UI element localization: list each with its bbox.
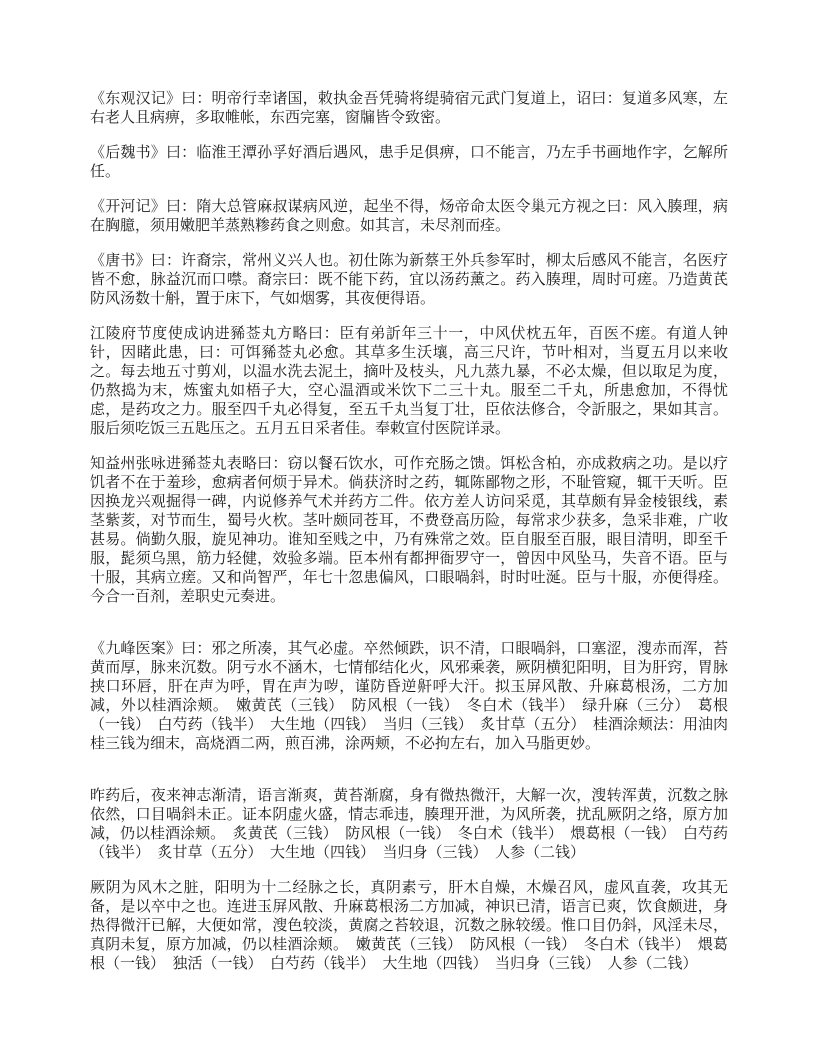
paragraph-tangshu: 《唐书》曰：许裔宗，常州义兴人也。初仕陈为新蔡王外兵参军时，柳太后感风不能言，名医疗皆不愈，脉益沉而口噤。裔宗曰：既不能下药，宜以汤药薰之。药入腠理，周时可瘥。乃造黄芪防风汤数十斛，置于床下，气如烟雾，其夜便得语。 (90, 253, 728, 307)
paragraph-dongguan-hanji: 《东观汉记》曰：明帝行幸诸国，敕执金吾凭骑将缇骑宿元武门复道上，诏曰：复道多风寒，左右老人且病痹，多取帷帐，东西完塞，窗牖皆令致密。 (90, 91, 728, 126)
paragraph-houweishu: 《后魏书》曰：临淮王潭孙孚好酒后遇风，患手足俱痹，口不能言，乃左手书画地作字，乞解所任。 (90, 145, 728, 180)
paragraph-jiufeng-medical-case-3: 厥阴为风木之脏，阳明为十二经脉之长，真阴素亏，肝木自燥，木燥召风，虚风直袭，攻其无备，是以卒中之也。连进玉屏风散、升麻葛根汤二方加减，神识已清，语言已爽，饮食颇进，身热得微汗已解，大便如常，溲色较淡，黄腐之苔较退，沉数之脉较缓。惟口目仍斜，风淫未尽，真阴未复，原方加减，仍以桂酒涂颊。 嫩黄芪（三钱） 防风根（一钱） 冬白术（钱半） 煨葛根（一钱） 独活（一钱） 白芍药（钱半） 大生地（四钱） 当归身（三钱） 人参（二钱） (90, 880, 728, 972)
paragraph-jiufeng-medical-case-1: 《九峰医案》曰：邪之所凑，其气必虚。卒然倾跌，识不清，口眼喎斜，口塞涩，溲赤而浑，苔黄而厚，脉来沉数。阴亏水不涵木，七情郁结化火，风邪乘袭，厥阴横犯阳明，目为肝窍，胃脉挟口环唇，肝在声为呼，胃在声为哕，谨防昏逆鼾呼大汗。拟玉屏风散、升麻葛根汤，二方加减，外以桂酒涂颊。 嫩黄芪（三钱） 防风根（一钱） 冬白术（钱半） 绿升麻（三分） 葛根（一钱） 白芍药（钱半） 大生地（四钱） 当归（三钱） 炙甘草（五分） 桂酒涂颊法：用油肉桂三钱为细末，高烧酒二两，煎百沸，涂两颊，不必拘左右，加入马脂更妙。 (90, 641, 728, 752)
paragraph-jiufeng-medical-case-2: 昨药后，夜来神志渐清，语言渐爽，黄苔渐腐，身有微热微汗，大解一次，溲转浑黄，沉数之脉依然，口目喎斜未正。证本阴虚火盛，情志乖违，腠理开泄，为风所袭，扰乱厥阴之络，原方加减，仍以桂酒涂颊。 炙黄芪（三钱） 防风根（一钱） 冬白术（钱半） 煨葛根（一钱） 白芍药（钱半） 炙甘草（五分） 大生地（四钱） 当归身（三钱） 人参（二钱） (90, 788, 728, 861)
paragraph-xixian-pill-memorial-chengne: 江陵府节度使成讷进豨莶丸方略曰：臣有弟訢年三十一，中风伏枕五年，百医不瘥。有道人钟针，因睹此患，曰：可饵豨莶丸必愈。其草多生沃壤，高三尺许，节叶相对，当夏五月以来收之。每去地五寸剪刈，以温水洗去泥土，摘叶及枝头，凡九蒸九暴，不必太燥，但以取足为度，仍熬捣为末，炼蜜丸如梧子大，空心温酒或米饮下二三十丸。服至二千丸，所患愈加，不得忧虑，是药攻之力。服至四千丸必得复，至五千丸当复丁壮，臣依法修合，令訢服之，果如其言。服后须吃饭三五匙压之。五月五日采者佳。奉敕宣付医院详录。 (90, 326, 728, 437)
paragraph-kaiheji: 《开河记》曰：隋大总管麻叔谋病风逆，起坐不得，炀帝命太医令巢元方视之曰：风入腠理，病在胸臆，须用嫩肥羊蒸熟糁药食之则愈。如其言，未尽剂而痊。 (90, 199, 728, 234)
document-text-block (90, 90, 728, 990)
paragraph-xixian-pill-memorial-zhangyong: 知益州张咏进豨莶丸表略曰：窃以餐石饮水，可作充肠之馈。饵松含柏，亦成救病之功。是以疗饥者不在于羞珍，愈病者何烦于异术。倘获济时之药，辄陈鄙物之形，不耻管窥，辄干天听。臣因换龙兴观掘得一碑，内说修养气术并药方二件。依方差人访问采觅，其草颇有异金棱银线，素茎紫荄，对节而生，蜀号火杴。茎叶颇同苍耳，不费登高历险，每常求少获多，急采非难，广收甚易。倘勤久服，旋见神功。谁知至贱之中，乃有殊常之效。臣自服至百服，眼目清明，即至千服，髭须乌黑，筋力轻健，效验多端。臣本州有都押衙罗守一，曾因中风坠马，失音不语。臣与十服，其病立瘥。又和尚智严，年七十忽患偏风，口眼喎斜，时时吐涎。臣与十服，亦便得痊。今合一百剂，差职史元奏进。 (90, 456, 728, 605)
